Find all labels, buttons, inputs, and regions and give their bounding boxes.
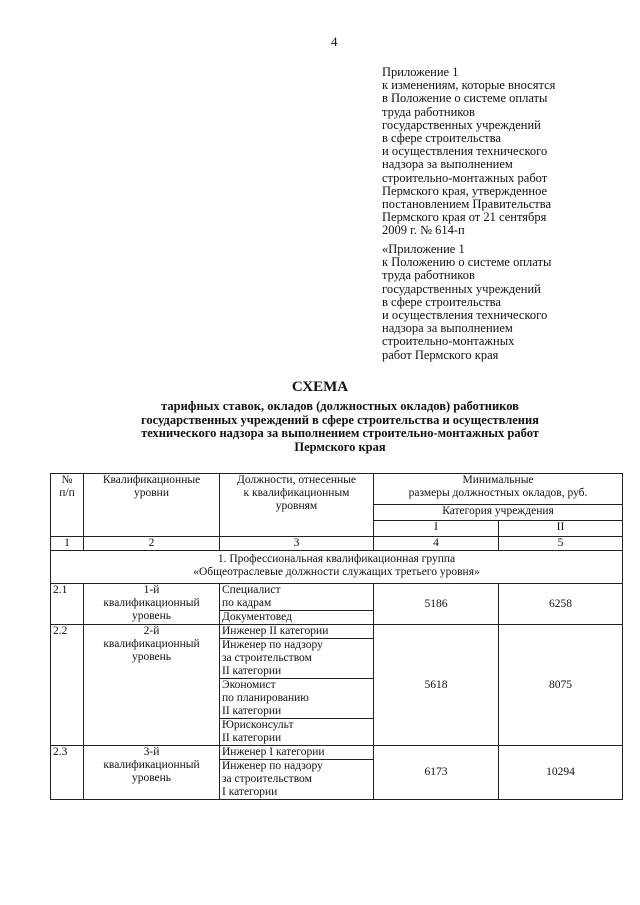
row-level: [84, 584, 220, 625]
row-num: 2.2: [51, 625, 84, 746]
position-line: Инженер II категории: [222, 625, 329, 637]
position-line: Специалист: [222, 584, 281, 596]
table-row: [51, 625, 623, 639]
annex-line: постановлением Правительства: [382, 197, 552, 212]
row-level: [84, 625, 220, 746]
page-number: 4: [331, 34, 338, 49]
position-cell: [220, 611, 374, 625]
header-text: к квалификационным: [243, 487, 350, 499]
annex-line: строительно-монтажных работ: [382, 170, 548, 185]
column-number: 1: [51, 537, 84, 551]
header-text: №: [61, 474, 73, 486]
level-line: 3-й: [143, 746, 160, 758]
position-line: Инженер I категории: [222, 746, 325, 758]
position-line: за строительством: [222, 652, 312, 664]
annex-line: надзора за выполнением: [382, 321, 513, 336]
salary-cat1: 5186: [374, 584, 499, 625]
header-positions: [220, 474, 374, 537]
salary-table: [50, 473, 623, 800]
table-header-row: [51, 474, 623, 505]
table-row: [51, 584, 623, 611]
annex-line: Пермского края от 21 сентября: [382, 210, 547, 225]
salary-cat1: 5618: [374, 625, 499, 746]
level-line: квалификационный: [103, 597, 200, 609]
position-cell: [220, 639, 374, 679]
annex-line: к Положению о системе оплаты: [382, 255, 552, 270]
position-line: за строительством: [222, 773, 312, 785]
level-line: 1-й: [143, 584, 160, 596]
annex-line: Приложение 1: [382, 65, 459, 79]
level-line: уровень: [131, 610, 172, 622]
position-cell: [220, 679, 374, 719]
header-num: [51, 474, 84, 537]
position-line: по планированию: [222, 692, 309, 704]
annex-line: к изменениям, которые вносятся: [382, 78, 556, 93]
annex-line: Пермского края, утвержденное: [382, 183, 548, 198]
column-number: 3: [220, 537, 374, 551]
header-cat1: I: [374, 520, 499, 536]
subtitle-line: Пермского края: [294, 439, 386, 454]
group-row: [51, 551, 623, 584]
row-level: [84, 746, 220, 800]
position-cell: [220, 746, 374, 760]
document-title: СХЕМА: [291, 379, 349, 395]
subtitle-line: технического надзора за выполнением строительно-монтажных работ: [141, 426, 539, 440]
level-line: уровень: [131, 772, 172, 784]
position-line: Документовед: [222, 611, 292, 623]
level-line: 2-й: [143, 625, 160, 637]
annex-line: труда работников: [382, 268, 475, 283]
annex-line: в Положение о системе оплаты: [382, 91, 548, 106]
annex-line: государственных учреждений: [382, 117, 541, 132]
column-number-row: [51, 537, 623, 551]
salary-cat2: 6258: [499, 584, 623, 625]
header-levels: [84, 474, 220, 537]
position-line: Экономист: [222, 679, 276, 691]
salary-cat1: 6173: [374, 746, 499, 800]
header-category: Категория учреждения: [374, 504, 623, 520]
level-line: уровень: [131, 651, 172, 663]
position-line: Инженер по надзору: [222, 639, 323, 651]
position-line: I категории: [222, 786, 278, 798]
header-text: Минимальные: [462, 474, 534, 486]
annex-line: государственных учреждений: [382, 281, 541, 296]
annex-line: и осуществления технического: [382, 144, 548, 159]
group-line: 1. Профессиональная квалификационная группа: [217, 553, 456, 565]
annex-line: 2009 г. № 614-п: [382, 223, 465, 238]
header-text: уровни: [134, 487, 169, 499]
level-line: квалификационный: [103, 759, 200, 771]
document-subtitle: [70, 400, 610, 454]
header-text: п/п: [59, 487, 75, 499]
salary-cat2: 8075: [499, 625, 623, 746]
column-number: 2: [84, 537, 220, 551]
table-row: [51, 746, 623, 760]
group-title: [51, 551, 623, 584]
position-line: Юрисконсульт: [222, 719, 294, 731]
position-cell: [220, 625, 374, 639]
annex-line: труда работников: [382, 104, 475, 119]
annex-quote-block: [382, 243, 632, 362]
column-number: 5: [499, 537, 623, 551]
annex-line: работ Пермского края: [382, 347, 499, 362]
header-text: размеры должностных окладов, руб.: [408, 487, 588, 499]
header-text: Должности, отнесенные: [236, 474, 356, 486]
header-min-salary: [374, 474, 623, 505]
position-line: по кадрам: [222, 597, 272, 609]
header-text: уровням: [275, 500, 318, 512]
column-number: 4: [374, 537, 499, 551]
position-cell: [220, 760, 374, 800]
group-line: «Общеотраслевые должности служащих третьего уровня»: [193, 566, 480, 578]
position-cell: [220, 584, 374, 611]
annex-reference-block: [382, 66, 632, 238]
subtitle-line: государственных учреждений в сфере строительства и осуществления: [141, 412, 539, 427]
position-line: Инженер по надзору: [222, 760, 323, 772]
annex-line: надзора за выполнением: [382, 157, 513, 172]
subtitle-line: тарифных ставок, окладов (должностных окладов) работников: [161, 399, 519, 413]
row-num: 2.1: [51, 584, 84, 625]
annex-line: в сфере строительства: [382, 131, 501, 146]
salary-cat2: 10294: [499, 746, 623, 800]
annex-line: в сфере строительства: [382, 294, 501, 309]
annex-line: и осуществления технического: [382, 308, 548, 323]
row-num: 2.3: [51, 746, 84, 800]
header-text: Квалификационные: [102, 474, 201, 486]
level-line: квалификационный: [103, 638, 200, 650]
position-line: II категории: [222, 665, 282, 677]
annex-line: «Приложение 1: [382, 242, 465, 256]
annex-line: строительно-монтажных: [382, 334, 515, 349]
position-line: II категории: [222, 705, 282, 717]
position-cell: [220, 719, 374, 746]
position-line: II категории: [222, 732, 282, 744]
header-cat2: II: [499, 520, 623, 536]
